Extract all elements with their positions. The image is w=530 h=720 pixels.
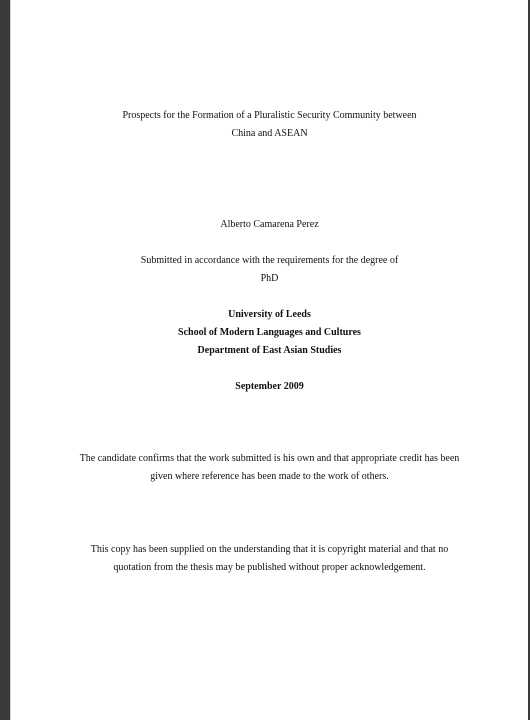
submission-date: September 2009 bbox=[235, 381, 304, 392]
document-page bbox=[10, 0, 528, 720]
university-name: University of Leeds bbox=[228, 309, 311, 320]
title-line-2: China and ASEAN bbox=[231, 128, 308, 139]
author-name: Alberto Camarena Perez bbox=[220, 219, 319, 230]
school-name: School of Modern Languages and Cultures bbox=[178, 327, 361, 338]
declaration-line-2: given where reference has been made to the work of others. bbox=[150, 471, 389, 482]
submission-line-1: Submitted in accordance with the requirements for the degree of bbox=[140, 255, 399, 266]
declaration-line-1: The candidate confirms that the work submitted is his own and that appropriate credit has been bbox=[79, 453, 460, 464]
copyright-line-2: quotation from the thesis may be published without proper acknowledgement. bbox=[113, 562, 426, 573]
department-name: Department of East Asian Studies bbox=[197, 345, 342, 356]
copyright-line-1: This copy has been supplied on the understanding that it is copyright material and that no bbox=[90, 544, 449, 555]
title-line-1: Prospects for the Formation of a Pluralistic Security Community between bbox=[122, 110, 417, 121]
degree: PhD bbox=[260, 273, 279, 284]
